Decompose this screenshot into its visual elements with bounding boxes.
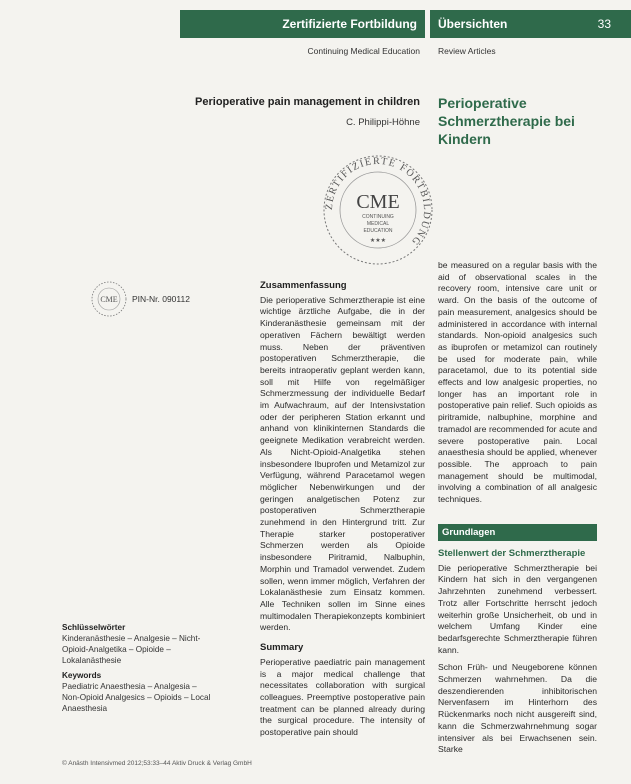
header-bar-right <box>430 10 631 38</box>
cme-line3: EDUCATION <box>363 228 393 234</box>
header-left-subtitle: Continuing Medical Education <box>307 46 420 56</box>
keywords-de-text: Kinderanästhesie – Analgesie – Nicht-Opioid-Analgetika – Opioide – Lokalanästhesie <box>62 634 201 665</box>
keywords-en-label: Keywords <box>62 671 102 680</box>
footer-copyright: © Anästh Intensivmed 2012;53:33–44 Aktiv Druck & Verlag GmbH <box>62 760 252 767</box>
keywords-de-label: Schlüsselwörter <box>62 623 126 632</box>
header-right-title: Übersichten <box>438 17 508 31</box>
pin-number: PIN-Nr. 090112 <box>132 294 190 304</box>
article-title-de: Perioperative Schmerztherapie bei Kindern <box>438 95 575 147</box>
section-para-1: Die perioperative Schmerztherapie bei Kindern hat sich in den vergangenen Jahrzehnten zunehmend verbessert. Trotz aller Fortschritte herrscht jedoch weiterhin große Unsicherheit, ob und in welchem Umfang Kinder eine bedarfsgerechte Schmerztherapie führen kann. <box>438 562 597 655</box>
abstract-column <box>260 280 425 745</box>
header-bar-left <box>180 10 425 38</box>
cme-center: CME <box>356 191 400 213</box>
zusammenfassung-text: Die perioperative Schmerztherapie ist eine wichtige ärztliche Aufgabe, die in der Kinderanästhesie gemeinsam mit der operativen Fächern bewältigt werden muss. Neben der präventiven postoperativen Schmerztherapie, die bereits intraoperativ geplant werden kann, soll mit Hilfe von regelmäßiger Schmerzmessung der individuelle Bedarf im Aufwachraum, auf der Intensivstation oder der peripheren Station erkannt und anhand von klinikinternen Standards die geeignete Medikation verabreicht werden. Als Nicht-Opioid-Analgetika stehen insbesondere Ibuprofen und Metamizol zur Verfügung, während Paracetamol wegen möglicher Nebenwirkungen und der geringen analgetischen Potenz zur postoperativen Schmerztherapie zunehmend in den Hintergrund tritt. Zur Therapie starker postoperativer Schmerzen werden als Opioide insbesondere Piritramid, Nalbuphin, Morphin und Tramadol verwendet. Zudem sollen, wenn immer möglich, Verfahren der Lokalanästhesie zum Einsatz kommen. Alle Techniken sollen im Sinne eines multimodalen Therapiekonzepts kombiniert werden. <box>260 294 425 633</box>
article-author: C. Philippi-Höhne <box>346 117 420 128</box>
cme-badge-small-icon <box>90 280 128 318</box>
header-left-title: Zertifizierte Fortbildung <box>282 17 417 31</box>
summary-heading: Summary <box>260 642 304 654</box>
right-column-lower <box>438 548 597 762</box>
article-title-en: Perioperative pain management in children <box>195 96 420 108</box>
cme-stars: ★★★ <box>369 238 387 244</box>
header-right-subtitle: Review Articles <box>438 46 496 56</box>
cme-line2: MEDICAL <box>366 221 390 227</box>
summary-continued-text: be measured on a regular basis with the aid of observational scales in the recovery room, intensive care unit or ward. On the basis of the outcome of pain measurement, analgesics should be administered in accordance with internal standards. Non-opioid analgesics such as ibuprofen or metamizol can routinely be used for moderate pain, while paracetamol, due to its potential side effects and low analgesic properties, no longer has an important role in postoperative pain relief. Such opioids as piritramide, nalbuphine, morphine and tramadol are recommended for acute and severe postoperative pain. Local anaesthesia should be applied, whenever possible. The approach to pain management should be multimodal, involving a combination of all analgesic techniques. <box>438 260 597 505</box>
summary-text: Perioperative paediatric pain management is a major medical challenge that necessitates collaboration with surgical colleagues. Preemptive postoperative pain treatment can be planned already during the surgical procedure. The intensity of postoperative pain should <box>260 656 425 738</box>
section-para-2: Schon Früh- und Neugeborene können Schmerzen wahrnehmen. Da die deszendierenden inhibitorischen Nervenfasern im Hinterhorn des Rückenmarks noch nicht ausgereift sind, kann die Schmerzwahrnehmung sogar intensiver als bei Erwachsenen sein. Starke <box>438 662 597 755</box>
zusammenfassung-heading: Zusammenfassung <box>260 280 347 291</box>
keywords-box <box>62 622 212 714</box>
section-bar-grundlagen: Grundlagen <box>438 524 597 541</box>
right-column-upper <box>438 260 597 512</box>
cme-small-center: CME <box>100 295 118 304</box>
cme-badge-large <box>318 150 438 270</box>
page-number: 33 <box>597 17 611 31</box>
section-subheading: Stellenwert der Schmerztherapie <box>438 548 586 559</box>
keywords-en-text: Paediatric Anaesthesia – Analgesia – Non-Opioid Analgesics – Opioids – Local Anaesthesia <box>62 682 211 713</box>
cme-line1: CONTINUING <box>362 214 394 220</box>
cme-ring-text: ZERTIFIZIERTE FORTBILDUNG <box>323 155 433 248</box>
